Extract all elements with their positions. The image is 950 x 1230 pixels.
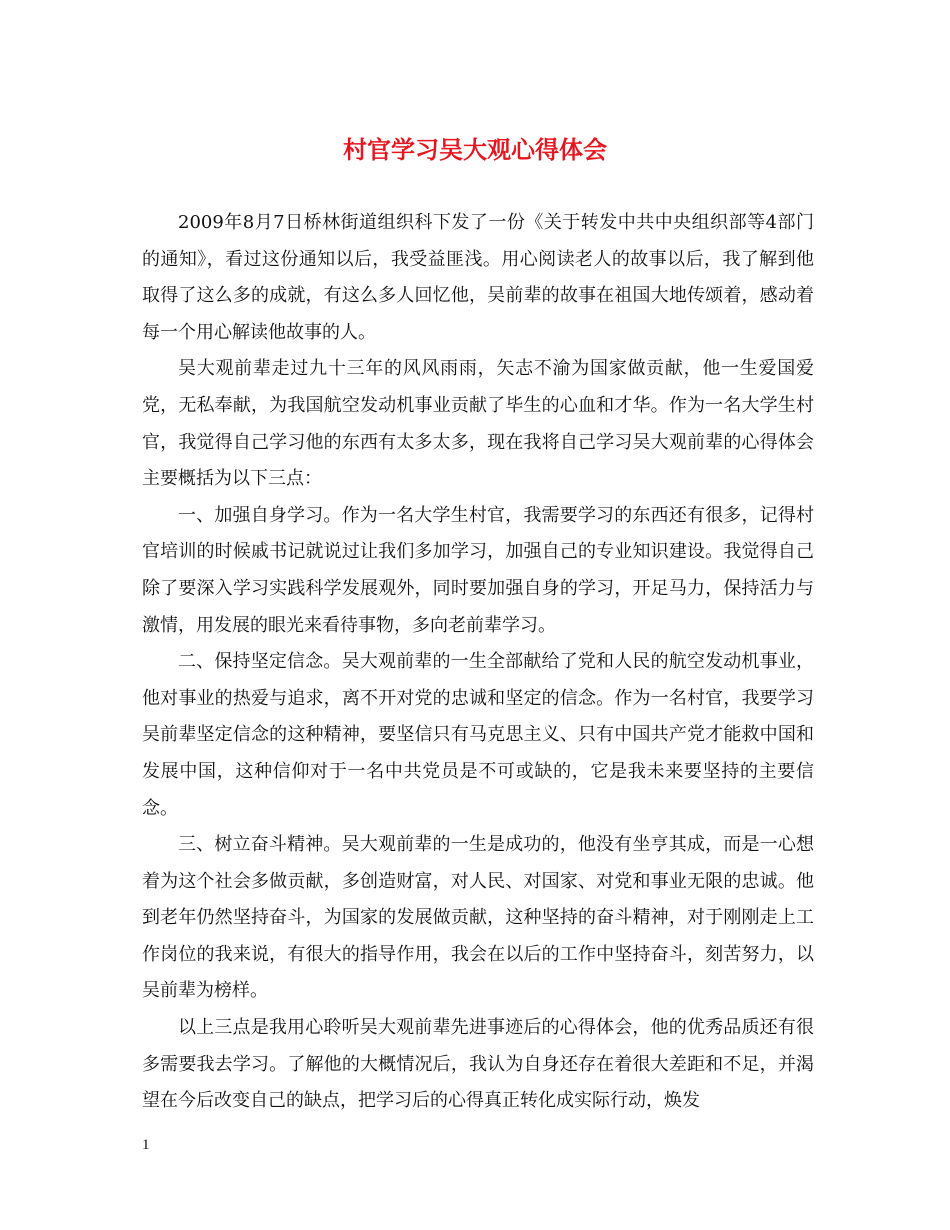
paragraph-point-three: 三、树立奋斗精神。吴大观前辈的一生是成功的，他没有坐亨其成，而是一心想着为这个社会多做贡献，多创造财富，对人民、对国家、对党和事业无限的忠诚。他到老年仍然坚持奋斗，为国家的发展做贡献，这种坚持的奋斗精神，对于刚刚走上工作岗位的我来说，有很大的指导作用，我会在以后的工作中坚持奋斗，刻苦努力，以吴前辈为榜样。 <box>142 834 814 1002</box>
paragraph-intro: 2009年8月7日桥林街道组织科下发了一份《关于转发中共中央组织部等4部门的通知》，看过这份通知以后，我受益匪浅。用心阅读老人的故事以后，我了解到他取得了这么多的成就，有这么多人回忆他，吴前辈的故事在祖国大地传颂着，感动着每一个用心解读他故事的人。 <box>142 212 814 343</box>
page-number: 1 <box>142 1137 150 1153</box>
paragraph-conclusion: 以上三点是我用心聆听吴大观前辈先进事迹后的心得体会，他的优秀品质还有很多需要我去学习。了解他的大概情况后，我认为自身还存在着很大差距和不足，并渴望在今后改变自己的缺点，把学习后的心得真正转化成实际行动，焕发 <box>142 1017 814 1112</box>
document-body <box>142 205 814 1120</box>
paragraph-background: 吴大观前辈走过九十三年的风风雨雨，矢志不渝为国家做贡献，他一生爱国爱党，无私奉献，为我国航空发动机事业贡献了毕生的心血和才华。作为一名大学生村官，我觉得自己学习他的东西有太多太多，现在我将自己学习吴大观前辈的心得体会主要概括为以下三点： <box>142 358 814 490</box>
paragraph-point-one: 一、加强自身学习。作为一名大学生村官，我需要学习的东西还有很多，记得村官培训的时候戚书记就说过让我们多加学习，加强自己的专业知识建设。我觉得自己除了要深入学习实践科学发展观外，同时要加强自身的学习，开足马力，保持活力与激情，用发展的眼光来看待事物，多向老前辈学习。 <box>142 504 814 636</box>
document-title: 村官学习吴大观心得体会 <box>343 135 607 164</box>
paragraph-point-two: 二、保持坚定信念。吴大观前辈的一生全部献给了党和人民的航空发动机事业，他对事业的热爱与追求，离不开对党的忠诚和坚定的信念。作为一名村官，我要学习吴前辈坚定信念的这种精神，要坚信只有马克思主义、只有中国共产党才能救中国和发展中国，这种信仰对于一名中共党员是不可或缺的，它是我未来要坚持的主要信念。 <box>142 651 814 819</box>
